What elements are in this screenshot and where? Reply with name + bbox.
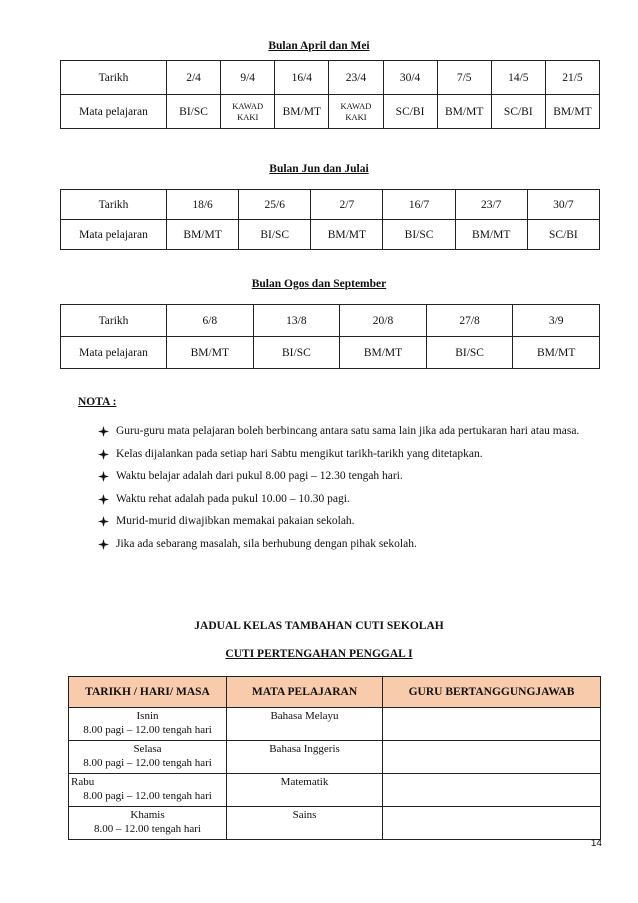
list-item [96,533,602,556]
subject-cell: BI/SC [239,220,311,250]
day-time-cell [69,741,227,774]
note-text: Waktu rehat adalah pada pukul 10.00 – 10.30 pagi. [116,492,350,505]
date-cell: 20/8 [340,305,427,337]
table-row [69,708,601,741]
note-text: Waktu belajar adalah dari pukul 8.00 pagi – 12.30 tengah hari. [116,470,403,482]
diamond-bullet-icon [98,449,109,460]
teacher-cell [383,807,601,840]
schedule-table-jun-julai [60,189,600,250]
subject-cell: Bahasa Melayu [227,708,383,741]
diamond-bullet-icon [98,471,109,482]
subject-cell: BM/MT [340,337,427,369]
subject-cell: Matematik [227,774,383,807]
day-label: Khamis [130,809,165,821]
table-header-row [69,677,601,708]
date-cell: 16/7 [383,190,455,220]
table-heading-ogos-september: Bulan Ogos dan September [251,278,387,290]
cuti-title: JADUAL KELAS TAMBAHAN CUTI SEKOLAH [194,620,444,632]
day-time-cell [69,708,227,741]
row-label-tarikh: Tarikh [61,61,167,95]
diamond-bullet-icon [98,426,109,437]
date-cell: 2/7 [311,190,383,220]
subject-cell: SC/BI [383,95,437,129]
date-cell: 18/6 [167,190,239,220]
row-label-mata-pelajaran: Mata pelajaran [61,337,167,369]
date-cell: 25/6 [239,190,311,220]
date-cell: 14/5 [491,61,545,95]
diamond-bullet-icon [98,539,109,550]
subject-cell: SC/BI [491,95,545,129]
subject-cell: BI/SC [426,337,513,369]
subject-cell: BM/MT [437,95,491,129]
time-label: 8.00 – 12.00 tengah hari [94,823,201,835]
header-guru: GURU BERTANGGUNGJAWAB [383,677,601,708]
subject-cell: BM/MT [167,220,239,250]
subject-cell: BI/SC [383,220,455,250]
table-row [61,220,600,250]
date-cell: 16/4 [275,61,329,95]
date-cell: 30/4 [383,61,437,95]
time-label: 8.00 pagi – 12.00 tengah hari [83,757,212,769]
day-time-cell [69,807,227,840]
list-item [96,488,602,511]
subject-cell: Bahasa Inggeris [227,741,383,774]
header-tarikh: TARIKH / HARI/ MASA [69,677,227,708]
note-text: Jika ada sebarang masalah, sila berhubung dengan pihak sekolah. [116,537,417,550]
table-row [69,741,601,774]
table-row [61,61,600,95]
table-row [69,774,601,807]
row-label-tarikh: Tarikh [61,190,167,220]
nota-label: NOTA : [78,396,117,408]
table-row [61,305,600,337]
day-label: Isnin [136,710,159,722]
subject-cell: BM/MT [167,337,254,369]
diamond-bullet-icon [98,494,109,505]
cuti-subtitle: CUTI PERTENGAHAN PENGGAL I [225,648,413,660]
table-row [61,190,600,220]
subject-cell: BM/MT [513,337,600,369]
subject-cell: SC/BI [527,220,599,250]
subject-cell: BI/SC [253,337,340,369]
subject-cell: Sains [227,807,383,840]
page-number: 14 [590,838,602,849]
table-row [61,95,600,129]
list-item [96,443,602,466]
day-label: Rabu [71,776,95,788]
header-mata-pelajaran: MATA PELAJARAN [227,677,383,708]
teacher-cell [383,774,601,807]
note-text: Guru-guru mata pelajaran boleh berbincang antara satu sama lain jika ada pertukaran hari atau masa. [116,425,580,437]
date-cell: 30/7 [527,190,599,220]
subject-cell: BM/MT [455,220,527,250]
cuti-schedule-table [68,676,601,840]
note-text: Kelas dijalankan pada setiap hari Sabtu mengikut tarikh-tarikh yang ditetapkan. [116,447,483,460]
subject-cell: BI/SC [167,95,221,129]
date-cell: 27/8 [426,305,513,337]
diamond-bullet-icon [98,516,109,527]
date-cell: 21/5 [545,61,599,95]
time-label: 8.00 pagi – 12.00 tengah hari [83,790,212,802]
date-cell: 3/9 [513,305,600,337]
subject-cell: KAWAD KAKI [221,95,275,129]
row-label-tarikh: Tarikh [61,305,167,337]
schedule-table-april-mei [60,60,600,129]
list-item [96,510,602,533]
date-cell: 23/4 [329,61,383,95]
subject-cell: BM/MT [275,95,329,129]
date-cell: 23/7 [455,190,527,220]
day-time-cell [69,774,227,807]
teacher-cell [383,741,601,774]
date-cell: 7/5 [437,61,491,95]
table-heading-april-mei: Bulan April dan Mei [268,40,370,52]
schedule-table-ogos-september [60,304,600,369]
subject-cell: KAWAD KAKI [329,95,383,129]
table-heading-jun-julai: Bulan Jun dan Julai [269,163,369,175]
row-label-mata-pelajaran: Mata pelajaran [61,220,167,250]
date-cell: 9/4 [221,61,275,95]
teacher-cell [383,708,601,741]
date-cell: 13/8 [253,305,340,337]
list-item [96,420,602,443]
date-cell: 6/8 [167,305,254,337]
subject-cell: BM/MT [311,220,383,250]
list-item [96,465,602,488]
time-label: 8.00 pagi – 12.00 tengah hari [83,724,212,736]
row-label-mata-pelajaran: Mata pelajaran [61,95,167,129]
table-row [69,807,601,840]
date-cell: 2/4 [167,61,221,95]
subject-cell: BM/MT [545,95,599,129]
table-row [61,337,600,369]
day-label: Selasa [133,743,162,755]
notes-list [96,420,602,555]
note-text: Murid-murid diwajibkan memakai pakaian sekolah. [116,515,355,527]
